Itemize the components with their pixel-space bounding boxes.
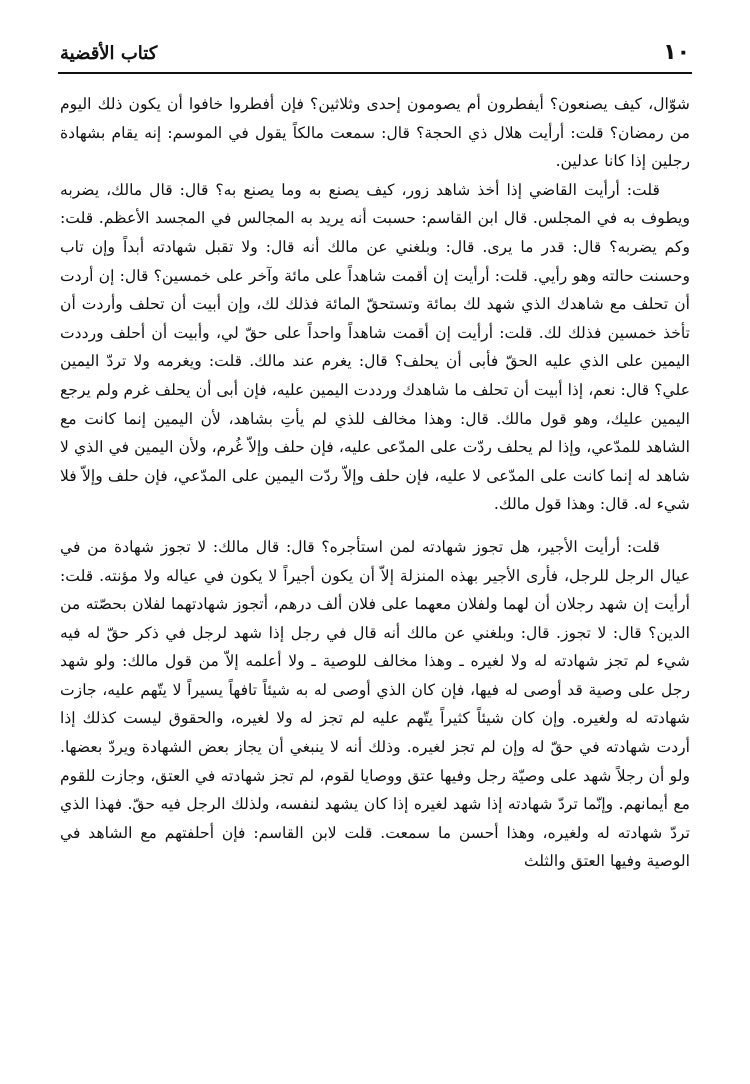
book-title: كتاب الأقضية	[60, 43, 158, 64]
paragraph: قلت: أرأيت القاضي إذا أخذ شاهد زور، كيف يصنع به وما يصنع به؟ قال: قال مالك، يضربه ويطوف به في المجلس. قال ابن القاسم: حسبت أنه يريد به المجالس في المجسد الأعظم. قلت: وكم يضربه؟ قال: قدر ما يرى. قال: وبلغني عن مالك أنه قال: ولا تقبل شهادته أبداً وإن تاب وحسنت حالته وهو رأيي. قلت: أرأيت إن أقمت شاهداً على مائة وآخر على خمسين؟ قال: إن أردت أن تحلف مع شاهدك الذي شهد لك بمائة وتستحقّ المائة فذلك لك، وإن أبيت أن تحلف وأردت أن تأخذ خمسين فذلك لك. قلت: أرأيت إن أقمت شاهداً واحداً على حقّ لي، وأبيت أن أحلف ورددت اليمين على الذي عليه الحقّ فأبى أن يحلف؟ قال: يغرم عند مالك. قلت: ويغرمه ولا تردّ اليمين علي؟ قال: نعم، إذا أبيت أن تحلف ما شاهدك ورددت اليمين عليه، فإن أبى أن يحلف غرم ولم يرجع اليمين عليك، وهو قول مالك. قال: وهذا مخالف للذي لم يأتِ بشاهد، لأن اليمين إنما كانت مع الشاهد للمدّعي، وإذا لم يحلف ردّت على المدّعى عليه، فإن حلف وإلاّ غُرم، ولأن اليمين في الذي لا شاهد له إنما كانت على المدّعى لا عليه، فإن حلف وإلاّ ردّت اليمين على المدّعي، فإن حلف وإلاّ فلا شيء له. قال: وهذا قول مالك.	[60, 180, 690, 514]
body-text	[60, 90, 690, 876]
paragraph: شوّال، كيف يصنعون؟ أيفطرون أم يصومون إحدى وثلاثين؟ فإن أفطروا خافوا أن يكون ذلك اليوم من رمضان؟ قلت: أرأيت هلال ذي الحجة؟ قال: سمعت مالكاً يقول في الموسم: إنه يقام بشهادة رجلين إذا كانا عدلين.	[60, 95, 690, 171]
paragraph: قلت: أرأيت الأجير، هل تجوز شهادته لمن استأجره؟ قال: قال مالك: لا تجوز شهادة من في عيال الرجل للرجل، فأرى الأجير بهذه المنزلة إلاّ أن يكون أجيراً لا يكون في عياله ولا مؤنته. قلت: أرأيت إن شهد رجلان أن لهما ولفلان معهما على فلان ألف درهم، أتجوز شهادتهما لفلان بحصّته من الدين؟ قال: لا تجوز. قال: وبلغني عن مالك أنه قال في رجل إذا شهد لرجل في ذكر حقّ له فيه شيء لم تجز شهادته له ولا لغيره ـ وهذا مخالف للوصية ـ ولا أعلمه إلاّ من قول مالك: ولو شهد رجل على وصية قد أوصى له فيها، فإن كان الذي أوصى له به شيئاً تافهاً يسيراً لا يتّهم عليه، جازت شهادته له ولغيره. وإن كان شيئاً كثيراً يتّهم عليه لم تجز له ولا لغيره، والحقوق ليست كذلك إذا أردت شهادته في حقّ له وإن لم تجز لغيره. وذلك أنه لا ينبغي أن يجاز بعض الشهادة ويردّ بعضها. ولو أن رجلاً شهد على وصيّة رجل وفيها عتق ووصايا لقوم، لم تجز شهادته في العتق، وجازت للقوم مع أيمانهم. وإنّما تردّ شهادته إذا شهد لغيره إذا كان يشهد لنفسه، ولذلك الرجل فيه حقّ. فهذا الذي تردّ شهادته له ولغيره، وهذا أحسن ما سمعت. قلت لابن القاسم: فإن أحلفتهم مع الشاهد في الوصية وفيها العتق والثلث	[60, 537, 690, 871]
page-number: ١٠	[663, 40, 690, 65]
page-header	[58, 38, 692, 74]
